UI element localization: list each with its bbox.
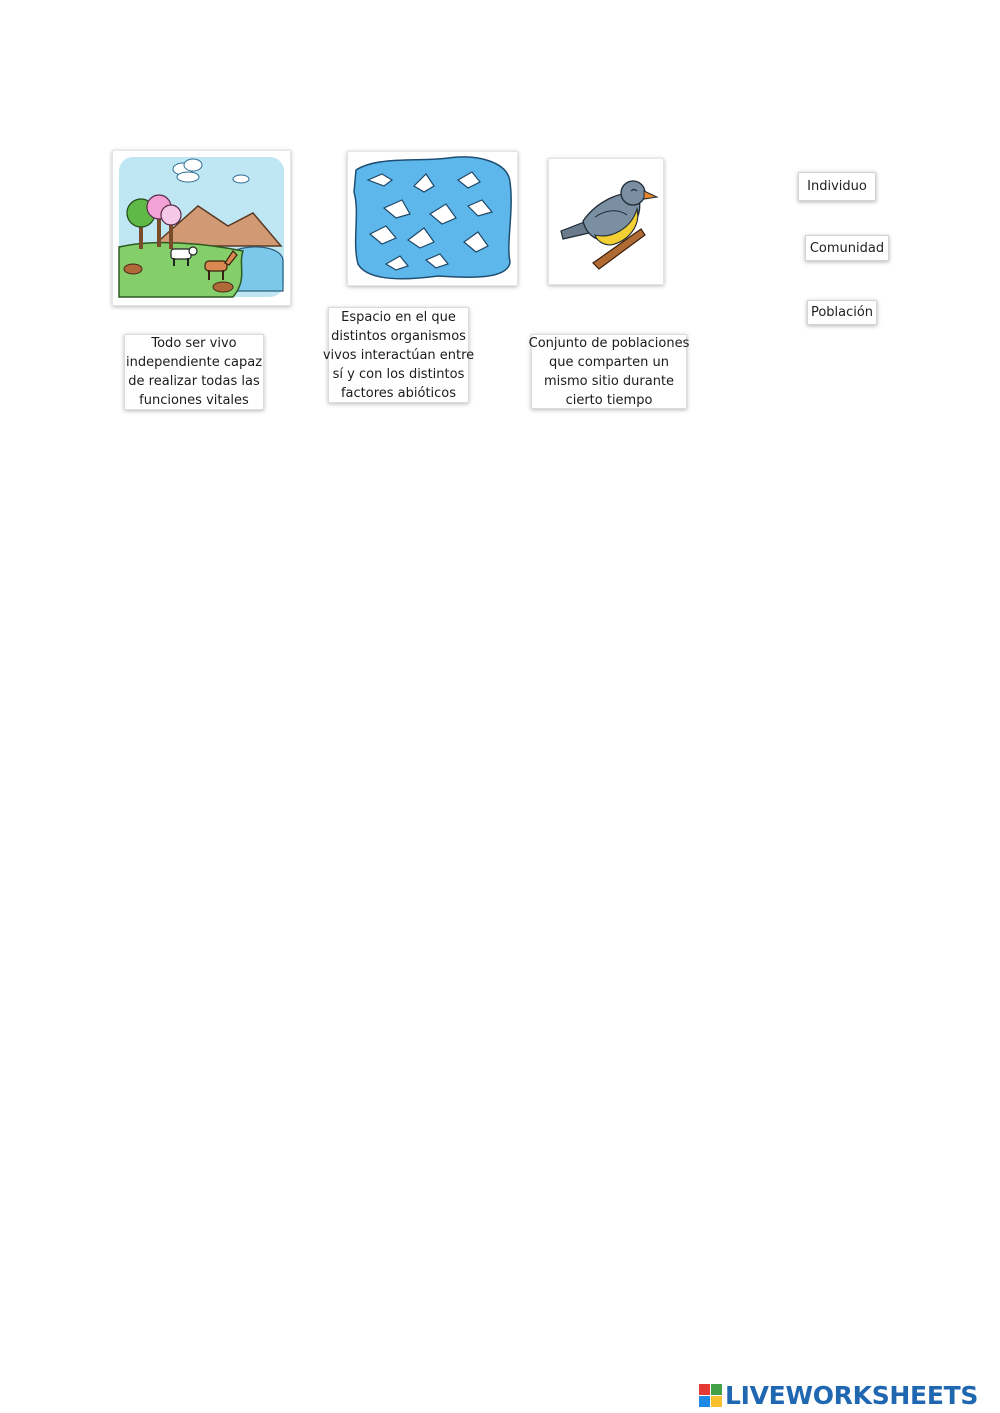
term-comunidad[interactable]: Comunidad	[805, 235, 889, 261]
community-image	[347, 151, 518, 286]
definition-card-3	[528, 334, 690, 409]
brand-logo	[698, 1381, 978, 1410]
definition-line: Todo ser vivo	[151, 336, 237, 351]
term-poblacion[interactable]: Población	[807, 300, 877, 325]
definition-card-1	[124, 334, 264, 410]
definition-line: que comparten un	[549, 354, 669, 370]
definition-line: cierto tiempo	[565, 392, 653, 408]
landscape-icon	[113, 151, 290, 305]
liveworksheets-icon	[698, 1384, 722, 1408]
definition-line: vivos interactúan entre	[322, 347, 475, 363]
definition-line: factores abióticos	[340, 385, 457, 401]
individual-image	[548, 158, 664, 285]
definition-line: sí y con los distintos	[332, 366, 465, 382]
definition-line: distintos organismos	[331, 328, 466, 344]
definition-line: de realizar todas las	[128, 374, 260, 389]
definition-line: Espacio en el que	[341, 309, 456, 325]
ecosystem-image	[112, 150, 291, 306]
bird-icon	[549, 159, 663, 284]
brand-name: LIVEWORKSHEETS	[725, 1381, 979, 1410]
definition-card-2	[322, 307, 475, 403]
term-individuo[interactable]: Individuo	[798, 172, 876, 201]
doves-icon	[348, 152, 517, 285]
definition-line: mismo sitio durante	[543, 373, 675, 389]
definition-line: independiente capaz	[125, 355, 263, 370]
definition-line: Conjunto de poblaciones	[528, 335, 690, 351]
definition-line: funciones vitales	[139, 393, 249, 408]
